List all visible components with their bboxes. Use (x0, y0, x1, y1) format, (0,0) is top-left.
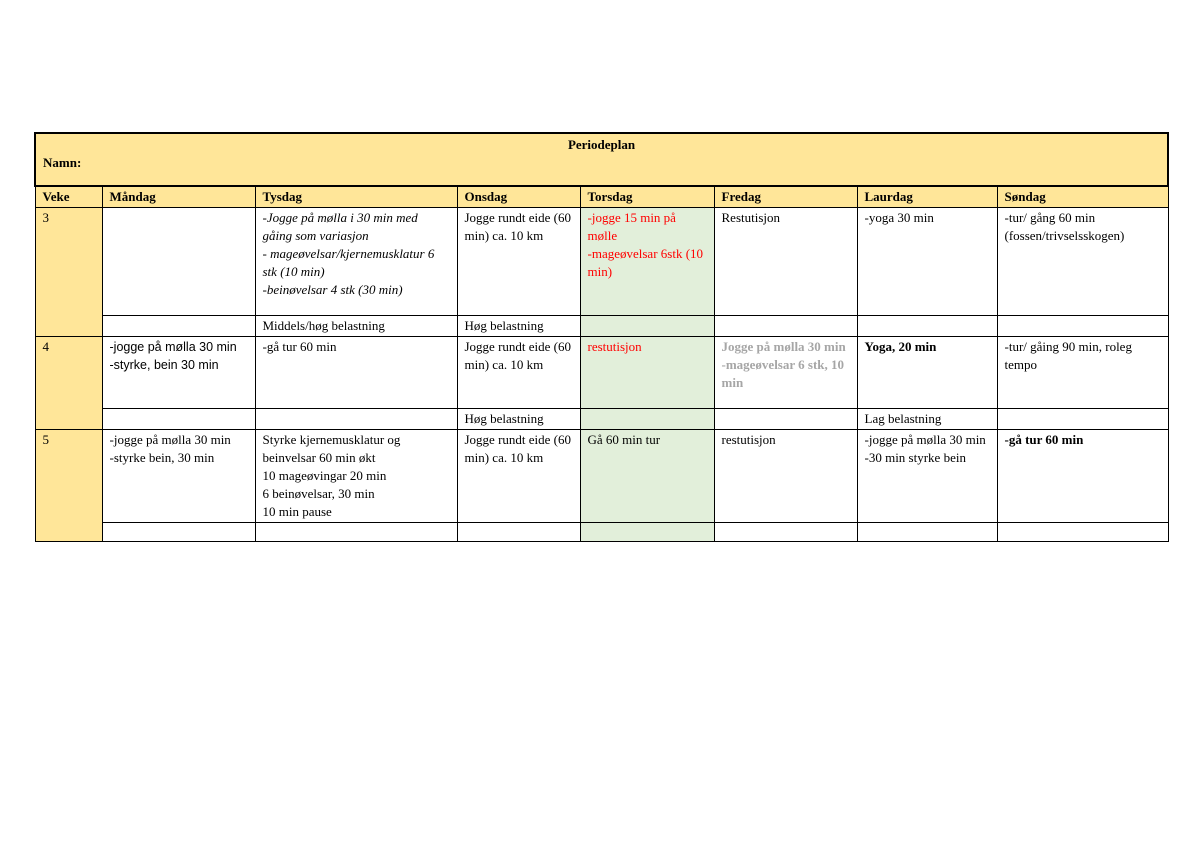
activity-line: -yoga 30 min (864, 210, 934, 225)
activity-line: restutisjon (721, 432, 776, 447)
activity-line: -gå tur 60 min (262, 339, 337, 354)
header-veke: Veke (35, 186, 102, 208)
week-row (35, 208, 1168, 316)
cell-tysdag (255, 337, 457, 409)
activity-line: Jogge rundt eide (60 min) ca. 10 km (464, 432, 572, 465)
cell-laurdag (857, 208, 997, 316)
cell-torsdag (580, 430, 714, 523)
cell-onsdag (457, 430, 580, 523)
load-sondag (997, 316, 1168, 337)
load-laurdag (857, 523, 997, 542)
load-mandag (102, 523, 255, 542)
activity-line: -tur/ gåing 90 min, roleg tempo (1004, 339, 1132, 372)
activity-line: Jogge på mølla 30 min (721, 339, 846, 354)
cell-fredag (714, 430, 857, 523)
load-laurdag: Lag belastning (857, 409, 997, 430)
load-fredag (714, 316, 857, 337)
activity-line: Jogge rundt eide (60 min) ca. 10 km (464, 210, 572, 243)
load-row (35, 316, 1168, 337)
load-torsdag (580, 316, 714, 337)
cell-mandag (102, 430, 255, 523)
activity-line: 10 min pause (262, 504, 332, 519)
load-fredag (714, 523, 857, 542)
cell-mandag (102, 208, 255, 316)
cell-tysdag (255, 208, 457, 316)
activity-line: -beinøvelsar 4 stk (30 min) (262, 282, 403, 297)
veke-number: 3 (35, 208, 102, 337)
header-onsdag: Onsdag (457, 186, 580, 208)
activity-line: -30 min styrke bein (864, 450, 966, 465)
name-label: Namn: (43, 155, 82, 170)
load-onsdag (457, 523, 580, 542)
week-row (35, 337, 1168, 409)
activity-line: Restutisjon (721, 210, 781, 225)
load-fredag (714, 409, 857, 430)
cell-sondag (997, 208, 1168, 316)
activity-line: -mageøvelsar 6stk (10 min) (587, 246, 704, 279)
cell-onsdag (457, 337, 580, 409)
load-tysdag: Middels/høg belastning (255, 316, 457, 337)
load-onsdag: Høg belastning (457, 409, 580, 430)
activity-line: restutisjon (587, 339, 642, 354)
load-row (35, 523, 1168, 542)
activity-line: 6 beinøvelsar, 30 min (262, 486, 375, 501)
cell-laurdag (857, 430, 997, 523)
activity-line: Gå 60 min tur (587, 432, 661, 447)
activity-line: -Jogge på mølla i 30 min med gåing som variasjon (262, 210, 418, 243)
activity-line: -styrke bein, 30 min (109, 450, 215, 465)
plan-header (35, 133, 1168, 186)
load-mandag (102, 316, 255, 337)
activity-line: -jogge på mølla 30 min (109, 432, 231, 447)
day-header-row (35, 186, 1168, 208)
cell-mandag (102, 337, 255, 409)
plan-title: Periodeplan (567, 137, 636, 152)
cell-fredag (714, 208, 857, 316)
header-mandag: Måndag (102, 186, 255, 208)
periodeplan-table (34, 132, 1169, 542)
veke-number: 5 (35, 430, 102, 542)
activity-line: -gå tur 60 min (1004, 432, 1084, 447)
load-row (35, 409, 1168, 430)
cell-onsdag (457, 208, 580, 316)
load-tysdag (255, 409, 457, 430)
cell-torsdag (580, 337, 714, 409)
load-tysdag (255, 523, 457, 542)
load-laurdag (857, 316, 997, 337)
activity-line: -styrke, bein 30 min (109, 358, 219, 372)
cell-tysdag (255, 430, 457, 523)
activity-line: 10 mageøvingar 20 min (262, 468, 387, 483)
activity-line: -jogge på mølla 30 min (864, 432, 986, 447)
activity-line: - mageøvelsar/kjernemusklatur 6 stk (10 min) (262, 246, 435, 279)
cell-fredag (714, 337, 857, 409)
header-sondag: Søndag (997, 186, 1168, 208)
week-row (35, 430, 1168, 523)
header-laurdag: Laurdag (857, 186, 997, 208)
activity-line: Styrke kjernemusklatur og beinvelsar 60 min økt (262, 432, 401, 465)
cell-laurdag (857, 337, 997, 409)
load-torsdag (580, 523, 714, 542)
load-mandag (102, 409, 255, 430)
activity-line: -jogge på mølla 30 min (109, 340, 237, 354)
header-fredag: Fredag (714, 186, 857, 208)
load-torsdag (580, 409, 714, 430)
load-sondag (997, 409, 1168, 430)
cell-sondag (997, 337, 1168, 409)
activity-line: Yoga, 20 min (864, 339, 937, 354)
load-onsdag: Høg belastning (457, 316, 580, 337)
activity-line: -jogge 15 min på mølle (587, 210, 676, 243)
load-sondag (997, 523, 1168, 542)
activity-line: Jogge rundt eide (60 min) ca. 10 km (464, 339, 572, 372)
activity-line: -mageøvelsar 6 stk, 10 min (721, 357, 845, 390)
cell-sondag (997, 430, 1168, 523)
veke-number: 4 (35, 337, 102, 430)
header-tysdag: Tysdag (255, 186, 457, 208)
activity-line: -tur/ gång 60 min (fossen/trivselsskogen) (1004, 210, 1125, 243)
header-torsdag: Torsdag (580, 186, 714, 208)
cell-torsdag (580, 208, 714, 316)
